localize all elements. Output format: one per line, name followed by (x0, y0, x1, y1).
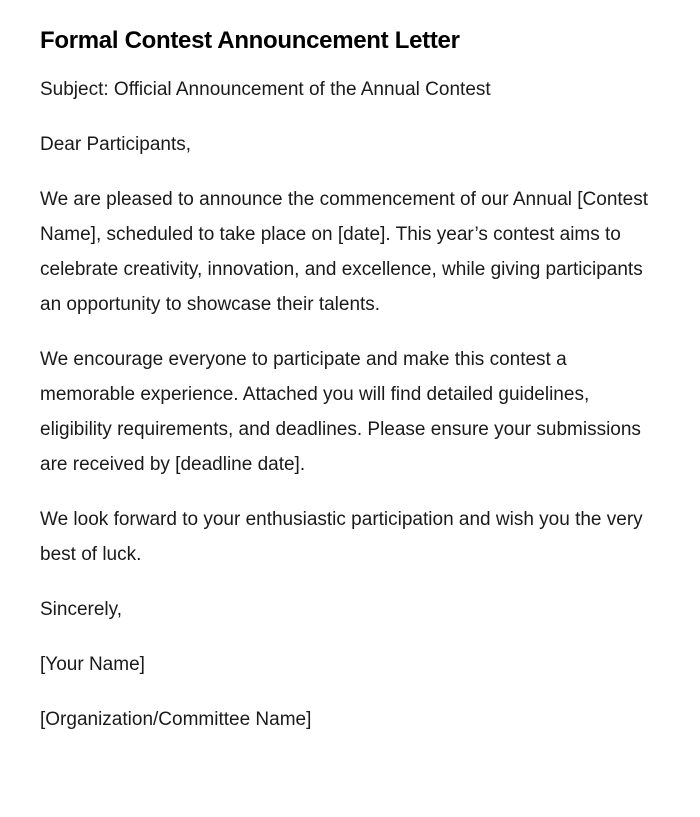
letter-document (40, 22, 650, 757)
letter-salutation: Dear Participants, (40, 134, 192, 155)
letter-closing: Sincerely, (40, 599, 123, 620)
signature-organization: [Organization/Committee Name] (40, 709, 312, 730)
letter-title: Formal Contest Announcement Letter (40, 27, 460, 54)
letter-subject: Subject: Official Announcement of the Annual Contest (40, 79, 491, 100)
letter-paragraph-1: We are pleased to announce the commencement of our Annual [Contest Name], scheduled to take place on [date]. This year’s contest aims to celebrate creativity, innovation, and excellence, while giving participants an opportunity to showcase their talents. (40, 189, 649, 315)
letter-paragraph-3: We look forward to your enthusiastic participation and wish you the very best of luck. (40, 509, 643, 565)
letter-paragraph-2: We encourage everyone to participate and make this contest a memorable experience. Attached you will find detailed guidelines, eligibility requirements, and deadlines. Please ensure your submissions are received by [deadline date]. (40, 349, 641, 475)
signature-name: [Your Name] (40, 654, 145, 675)
